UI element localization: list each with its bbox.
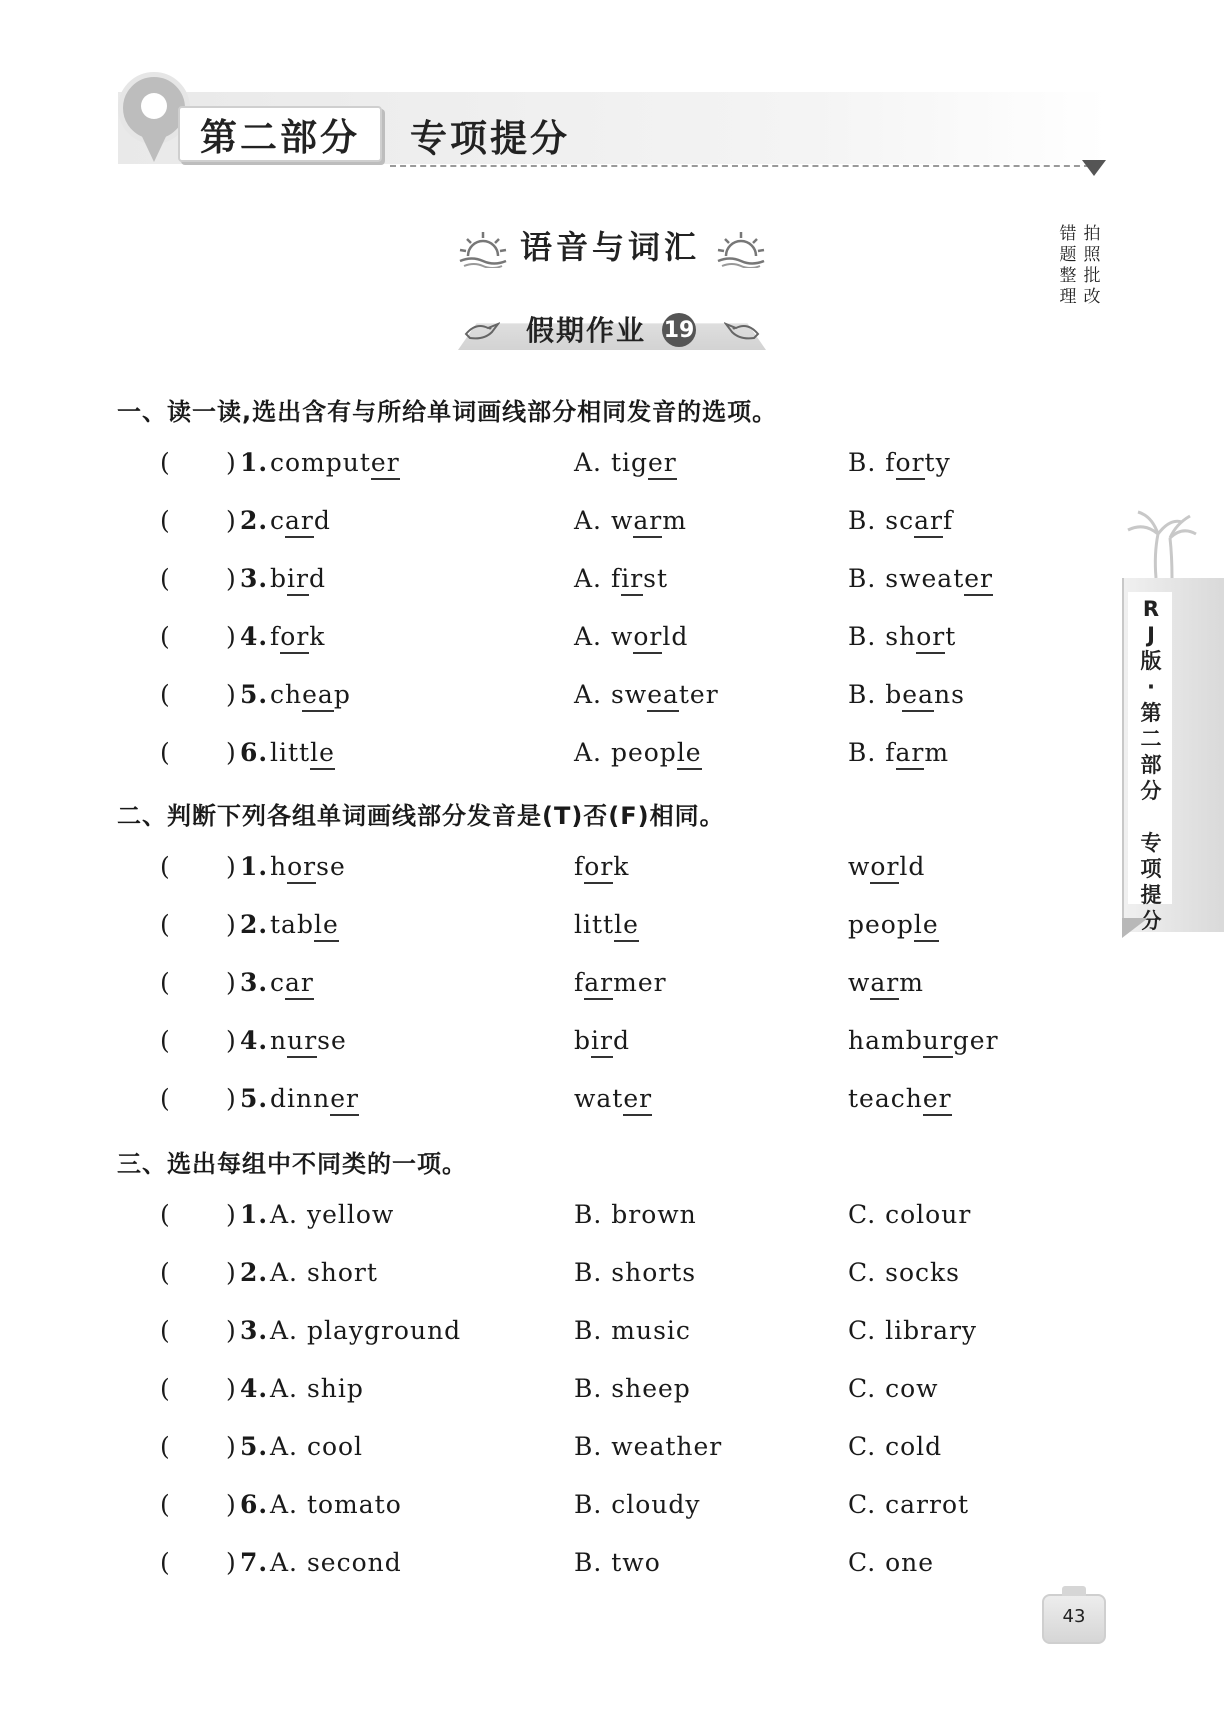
option-a: A. world — [574, 622, 688, 651]
sun-icon — [458, 230, 508, 268]
underlined-part: ir — [621, 564, 643, 596]
question-row — [0, 622, 1224, 662]
option-a: A. tomato — [270, 1490, 402, 1519]
underlined-part: ar — [285, 506, 314, 538]
underlined-part: er — [964, 564, 993, 596]
underlined-part: or — [896, 448, 925, 480]
given-word: computer — [270, 448, 400, 477]
answer-blank-close: ) — [226, 506, 237, 535]
given-word: card — [270, 506, 331, 535]
option-c: C. cow — [848, 1374, 939, 1403]
option-a: A. short — [270, 1258, 378, 1287]
q3-heading: 三、选出每组中不同类的一项。 — [117, 1150, 467, 1178]
word-3: world — [848, 852, 925, 881]
answer-blank[interactable]: ( — [160, 680, 171, 709]
answer-blank[interactable]: ( — [160, 1200, 171, 1229]
answer-blank[interactable]: ( — [160, 622, 171, 651]
option-c: C. one — [848, 1548, 935, 1577]
underlined-part: or — [870, 852, 899, 884]
option-a: A. first — [574, 564, 668, 593]
question-row — [0, 910, 1224, 950]
question-number: 2. — [240, 910, 269, 939]
word-1: table — [270, 910, 339, 939]
option-b: B. cloudy — [574, 1490, 701, 1519]
option-c: C. library — [848, 1316, 978, 1345]
header-divider — [390, 165, 1090, 167]
option-b: B. forty — [848, 448, 951, 477]
side-tab-label: R J 版 · 第 二 部 分 专 项 提 分 — [1140, 597, 1162, 933]
underlined-part: le — [314, 910, 339, 942]
section-title: 语音与词汇 — [520, 228, 701, 266]
question-row — [0, 1374, 1224, 1414]
q1-heading: 一、读一读,选出含有与所给单词画线部分相同发音的选项。 — [117, 398, 778, 426]
word-3: hamburger — [848, 1026, 999, 1055]
answer-blank[interactable]: ( — [160, 506, 171, 535]
answer-blank[interactable]: ( — [160, 1026, 171, 1055]
question-number: 1. — [240, 1200, 269, 1229]
option-b: B. music — [574, 1316, 691, 1345]
answer-blank-close: ) — [226, 622, 237, 651]
underlined-part: or — [287, 852, 316, 884]
underlined-part: le — [310, 738, 335, 770]
answer-blank[interactable]: ( — [160, 910, 171, 939]
underlined-part: er — [923, 1084, 952, 1116]
option-a: A. second — [270, 1548, 402, 1577]
underlined-part: ea — [302, 680, 334, 712]
underlined-part: ur — [923, 1026, 953, 1058]
answer-blank[interactable]: ( — [160, 738, 171, 767]
question-number: 4. — [240, 1374, 269, 1403]
underlined-part: ir — [591, 1026, 613, 1058]
option-c: C. colour — [848, 1200, 972, 1229]
question-row — [0, 680, 1224, 720]
homework-label: 假期作业 — [526, 314, 647, 347]
word-2: little — [574, 910, 639, 939]
word-1: dinner — [270, 1084, 359, 1113]
word-1: car — [270, 968, 314, 997]
option-b: B. beans — [848, 680, 965, 709]
word-3: teacher — [848, 1084, 952, 1113]
answer-blank-close: ) — [226, 910, 237, 939]
bird-icon — [724, 318, 760, 342]
q2-heading: 二、判断下列各组单词画线部分发音是(T)否(F)相同。 — [117, 802, 725, 830]
question-number: 4. — [240, 622, 269, 651]
underlined-part: er — [648, 448, 677, 480]
answer-blank-close: ) — [226, 448, 237, 477]
given-word: little — [270, 738, 335, 767]
underlined-part: ar — [633, 506, 662, 538]
question-row — [0, 738, 1224, 778]
question-row — [0, 564, 1224, 604]
question-row — [0, 1258, 1224, 1298]
underlined-part: le — [677, 738, 702, 770]
option-b: B. sheep — [574, 1374, 691, 1403]
question-number: 1. — [240, 448, 269, 477]
question-number: 2. — [240, 506, 269, 535]
question-row — [0, 1548, 1224, 1588]
answer-blank[interactable]: ( — [160, 1258, 171, 1287]
option-b: B. weather — [574, 1432, 723, 1461]
option-b: B. short — [848, 622, 956, 651]
word-1: nurse — [270, 1026, 347, 1055]
question-number: 5. — [240, 680, 269, 709]
answer-blank-close: ) — [226, 1316, 237, 1345]
answer-blank-close: ) — [226, 1258, 237, 1287]
option-b: B. scarf — [848, 506, 953, 535]
given-word: bird — [270, 564, 326, 593]
option-a: A. people — [574, 738, 702, 767]
given-word: cheap — [270, 680, 351, 709]
option-b: B. farm — [848, 738, 949, 767]
word-3: warm — [848, 968, 924, 997]
answer-blank[interactable]: ( — [160, 1316, 171, 1345]
underlined-part: ar — [584, 968, 613, 1000]
question-row — [0, 1026, 1224, 1066]
word-2: water — [574, 1084, 652, 1113]
answer-blank-close: ) — [226, 1026, 237, 1055]
answer-blank[interactable]: ( — [160, 1432, 171, 1461]
option-a: A. yellow — [270, 1200, 395, 1229]
option-b: B. two — [574, 1548, 661, 1577]
question-number: 3. — [240, 1316, 269, 1345]
word-2: farmer — [574, 968, 667, 997]
question-number: 7. — [240, 1548, 269, 1577]
answer-blank[interactable]: ( — [160, 968, 171, 997]
underlined-part: ir — [287, 564, 309, 596]
option-a: A. warm — [574, 506, 687, 535]
question-row — [0, 1432, 1224, 1472]
question-number: 1. — [240, 852, 269, 881]
word-2: fork — [574, 852, 629, 881]
option-a: A. cool — [270, 1432, 364, 1461]
question-row — [0, 1490, 1224, 1530]
question-number: 5. — [240, 1084, 269, 1113]
underlined-part: or — [280, 622, 309, 654]
answer-blank[interactable]: ( — [160, 1084, 171, 1113]
underlined-part: ur — [287, 1026, 317, 1058]
word-2: bird — [574, 1026, 630, 1055]
side-note-error-collect: 错 题 整 理 — [1059, 224, 1077, 307]
answer-blank[interactable]: ( — [160, 1374, 171, 1403]
underlined-part: ar — [285, 968, 314, 1000]
question-number: 3. — [240, 564, 269, 593]
question-row — [0, 1084, 1224, 1124]
option-a: A. playground — [270, 1316, 462, 1345]
homework-number-badge: 19 — [662, 313, 696, 347]
answer-blank-close: ) — [226, 564, 237, 593]
page-number: 43 — [1062, 1606, 1086, 1627]
question-row — [0, 968, 1224, 1008]
answer-blank-close: ) — [226, 1548, 237, 1577]
question-number: 4. — [240, 1026, 269, 1055]
word-1: horse — [270, 852, 346, 881]
question-row — [0, 852, 1224, 892]
underlined-part: ar — [896, 738, 925, 770]
answer-blank[interactable]: ( — [160, 564, 171, 593]
answer-blank-close: ) — [226, 1084, 237, 1113]
location-pin-tail — [138, 128, 170, 162]
answer-blank-close: ) — [226, 680, 237, 709]
option-b: B. sweater — [848, 564, 993, 593]
option-a: A. ship — [270, 1374, 364, 1403]
underlined-part: er — [330, 1084, 359, 1116]
underlined-part: le — [914, 910, 939, 942]
underlined-part: er — [371, 448, 400, 480]
answer-blank-close: ) — [226, 968, 237, 997]
bird-icon — [464, 318, 500, 342]
question-number: 3. — [240, 968, 269, 997]
word-3: people — [848, 910, 939, 939]
underlined-part: le — [614, 910, 639, 942]
option-a: A. sweater — [574, 680, 719, 709]
question-row — [0, 1316, 1224, 1356]
question-number: 2. — [240, 1258, 269, 1287]
answer-blank[interactable]: ( — [160, 448, 171, 477]
part-title: 专项提分 — [410, 117, 570, 160]
answer-blank-close: ) — [226, 1200, 237, 1229]
question-number: 6. — [240, 738, 269, 767]
underlined-part: ea — [647, 680, 679, 712]
underlined-part: or — [584, 852, 613, 884]
option-c: C. carrot — [848, 1490, 970, 1519]
question-row — [0, 1200, 1224, 1240]
underlined-part: or — [633, 622, 662, 654]
question-number: 6. — [240, 1490, 269, 1519]
given-word: fork — [270, 622, 325, 651]
side-note-photo-correct: 拍 照 批 改 — [1083, 224, 1101, 307]
answer-blank-close: ) — [226, 852, 237, 881]
underlined-part: ar — [914, 506, 943, 538]
question-number: 5. — [240, 1432, 269, 1461]
answer-blank[interactable]: ( — [160, 852, 171, 881]
option-a: A. tiger — [574, 448, 677, 477]
underlined-part: ea — [902, 680, 934, 712]
sun-icon — [716, 230, 766, 268]
option-b: B. brown — [574, 1200, 697, 1229]
answer-blank-close: ) — [226, 1490, 237, 1519]
answer-blank-close: ) — [226, 1374, 237, 1403]
triangle-marker-icon — [1082, 160, 1106, 176]
underlined-part: ar — [870, 968, 899, 1000]
part-label: 第二部分 — [178, 106, 382, 162]
answer-blank[interactable]: ( — [160, 1490, 171, 1519]
question-row — [0, 448, 1224, 488]
underlined-part: or — [916, 622, 945, 654]
answer-blank-close: ) — [226, 1432, 237, 1461]
answer-blank-close: ) — [226, 738, 237, 767]
question-row — [0, 506, 1224, 546]
answer-blank[interactable]: ( — [160, 1548, 171, 1577]
option-c: C. socks — [848, 1258, 960, 1287]
option-b: B. shorts — [574, 1258, 697, 1287]
option-c: C. cold — [848, 1432, 943, 1461]
underlined-part: er — [623, 1084, 652, 1116]
